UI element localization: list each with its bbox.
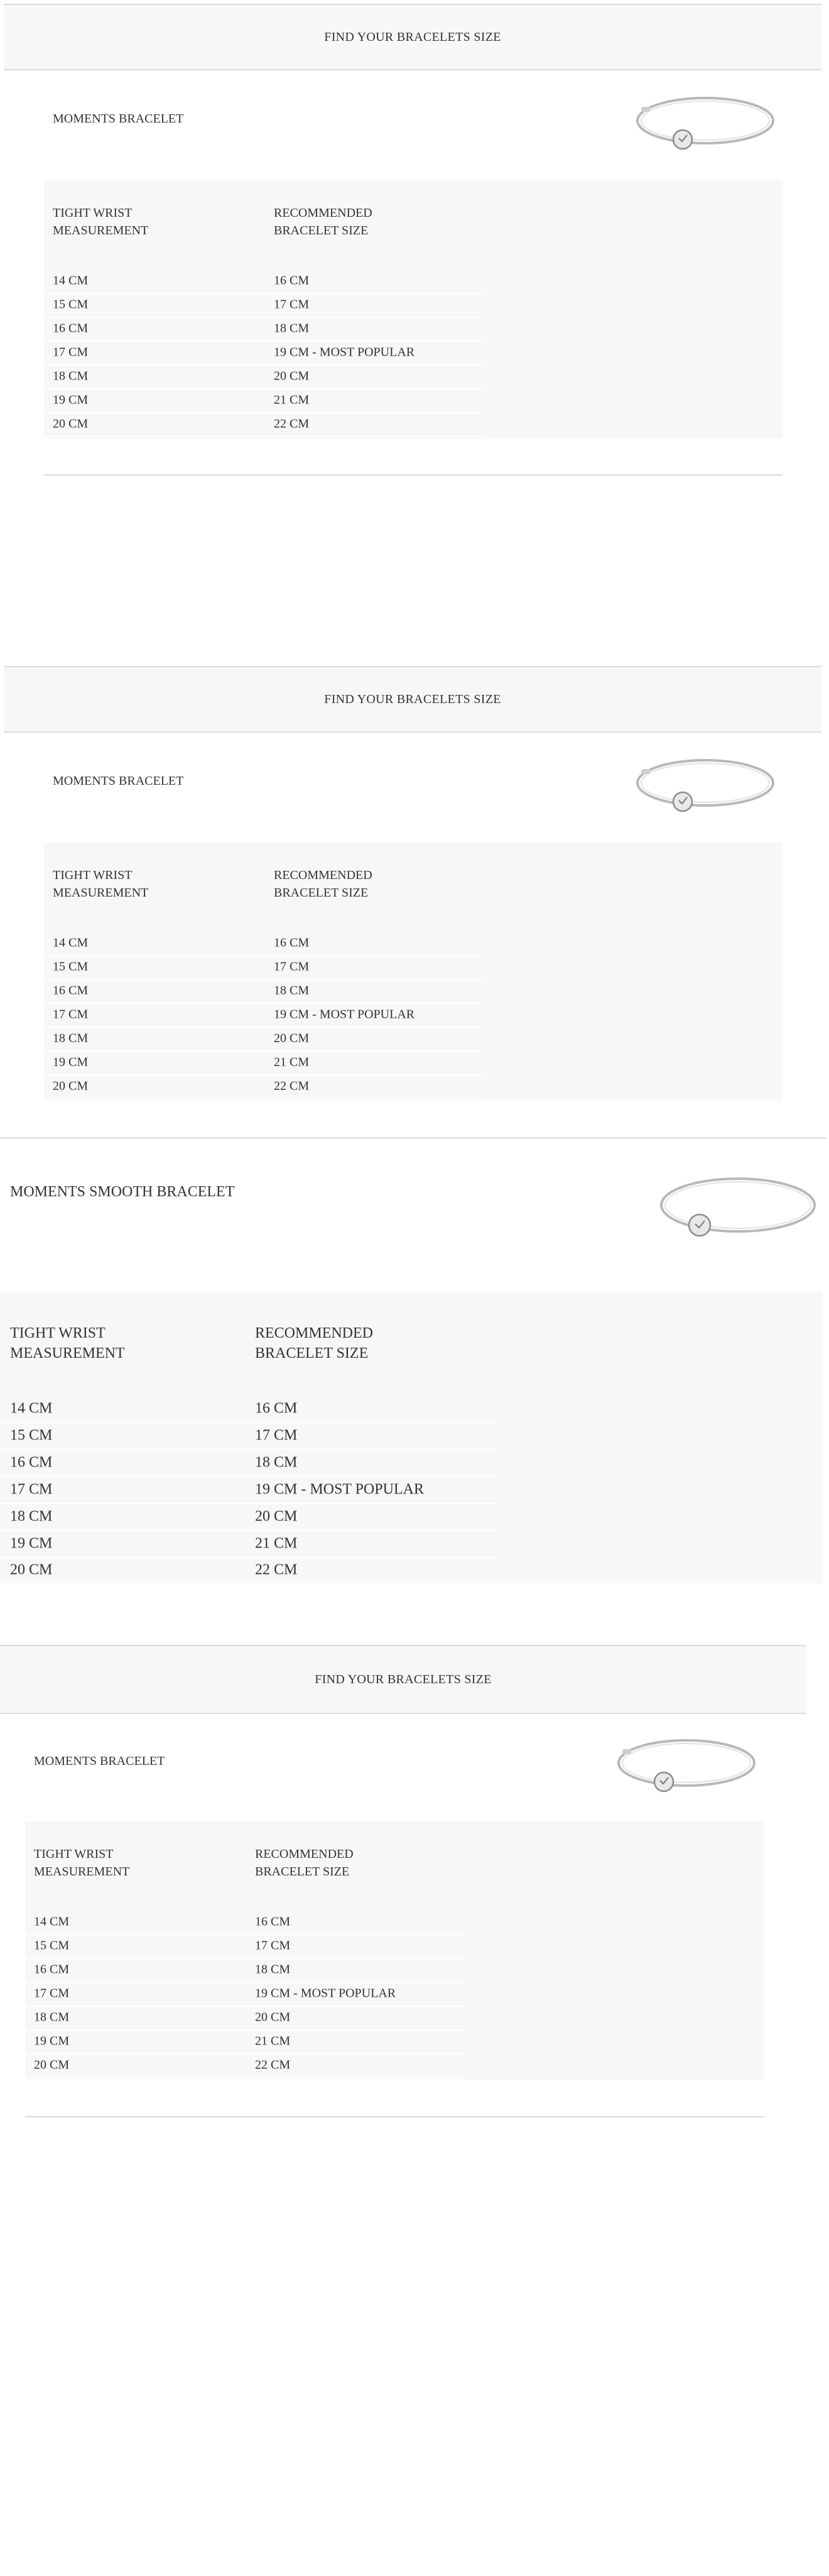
table-row: 17 CM 19 CM - MOST POPULAR xyxy=(25,1982,465,2007)
table-row: 20 CM 22 CM xyxy=(44,412,484,437)
bracelet-image xyxy=(612,1730,763,1799)
size-table xyxy=(0,1292,823,1583)
table-row: 15 CM 17 CM xyxy=(0,1422,496,1450)
size-guide-header-title: FIND YOUR BRACELETS SIZE xyxy=(315,1672,492,1686)
table-row: 14 CM 16 CM xyxy=(44,269,484,294)
table-row: 19 CM 21 CM xyxy=(25,2029,465,2055)
col-header-size: RECOMMENDED BRACELET SIZE xyxy=(255,1847,354,1879)
col-header-size: RECOMMENDED BRACELET SIZE xyxy=(274,868,372,900)
col-header-wrist: TIGHT WRIST MEASUREMENT xyxy=(53,206,149,237)
size-guide-header xyxy=(4,4,821,70)
table-row: 14 CM 16 CM xyxy=(25,1910,465,1935)
table-row: 19 CM 21 CM xyxy=(44,388,484,413)
table-row: 16 CM 18 CM xyxy=(44,317,484,342)
table-row: 15 CM 17 CM xyxy=(44,955,484,980)
table-row: 16 CM 18 CM xyxy=(0,1449,496,1477)
table-row: 20 CM 22 CM xyxy=(0,1557,496,1585)
bracelet-image xyxy=(631,88,782,157)
bracelet-image xyxy=(653,1167,823,1249)
product-title: MOMENTS BRACELET xyxy=(34,1754,165,1768)
section-divider xyxy=(25,2116,764,2117)
table-row: 16 CM 18 CM xyxy=(44,979,484,1004)
table-row: 14 CM 16 CM xyxy=(44,931,484,956)
table-row: 17 CM 19 CM - MOST POPULAR xyxy=(44,1003,484,1028)
size-guide-header xyxy=(4,666,821,733)
table-row: 16 CM 18 CM xyxy=(25,1958,465,1983)
table-row: 15 CM 17 CM xyxy=(25,1934,465,1959)
col-header-wrist: TIGHT WRIST MEASUREMENT xyxy=(10,1325,125,1362)
product-title: MOMENTS BRACELET xyxy=(53,112,184,126)
col-header-wrist: TIGHT WRIST MEASUREMENT xyxy=(34,1847,130,1879)
product-title: MOMENTS SMOOTH BRACELET xyxy=(10,1184,235,1200)
size-guide-header-title: FIND YOUR BRACELETS SIZE xyxy=(324,692,501,706)
product-title: MOMENTS BRACELET xyxy=(53,774,184,788)
table-row: 18 CM 20 CM xyxy=(44,364,484,390)
section-divider xyxy=(0,1137,826,1138)
table-row: 15 CM 17 CM xyxy=(44,293,484,318)
table-row: 17 CM 19 CM - MOST POPULAR xyxy=(0,1476,496,1504)
size-guide-header-title: FIND YOUR BRACELETS SIZE xyxy=(324,30,501,44)
size-table xyxy=(44,180,783,439)
section-divider xyxy=(44,474,783,476)
col-header-size: RECOMMENDED BRACELET SIZE xyxy=(274,206,372,237)
size-table xyxy=(25,1821,764,2080)
table-row: 18 CM 20 CM xyxy=(25,2006,465,2031)
size-guide-header xyxy=(0,1645,806,1714)
table-row: 18 CM 20 CM xyxy=(0,1503,496,1531)
table-row: 17 CM 19 CM - MOST POPULAR xyxy=(44,341,484,366)
table-row: 18 CM 20 CM xyxy=(44,1027,484,1052)
bracelet-image xyxy=(631,750,782,819)
table-row: 20 CM 22 CM xyxy=(44,1074,484,1100)
table-row: 19 CM 21 CM xyxy=(0,1530,496,1558)
col-header-size: RECOMMENDED BRACELET SIZE xyxy=(255,1325,374,1362)
table-row: 14 CM 16 CM xyxy=(0,1395,496,1423)
size-table xyxy=(44,843,783,1101)
table-row: 19 CM 21 CM xyxy=(44,1051,484,1076)
col-header-wrist: TIGHT WRIST MEASUREMENT xyxy=(53,868,149,900)
table-row: 20 CM 22 CM xyxy=(25,2053,465,2078)
